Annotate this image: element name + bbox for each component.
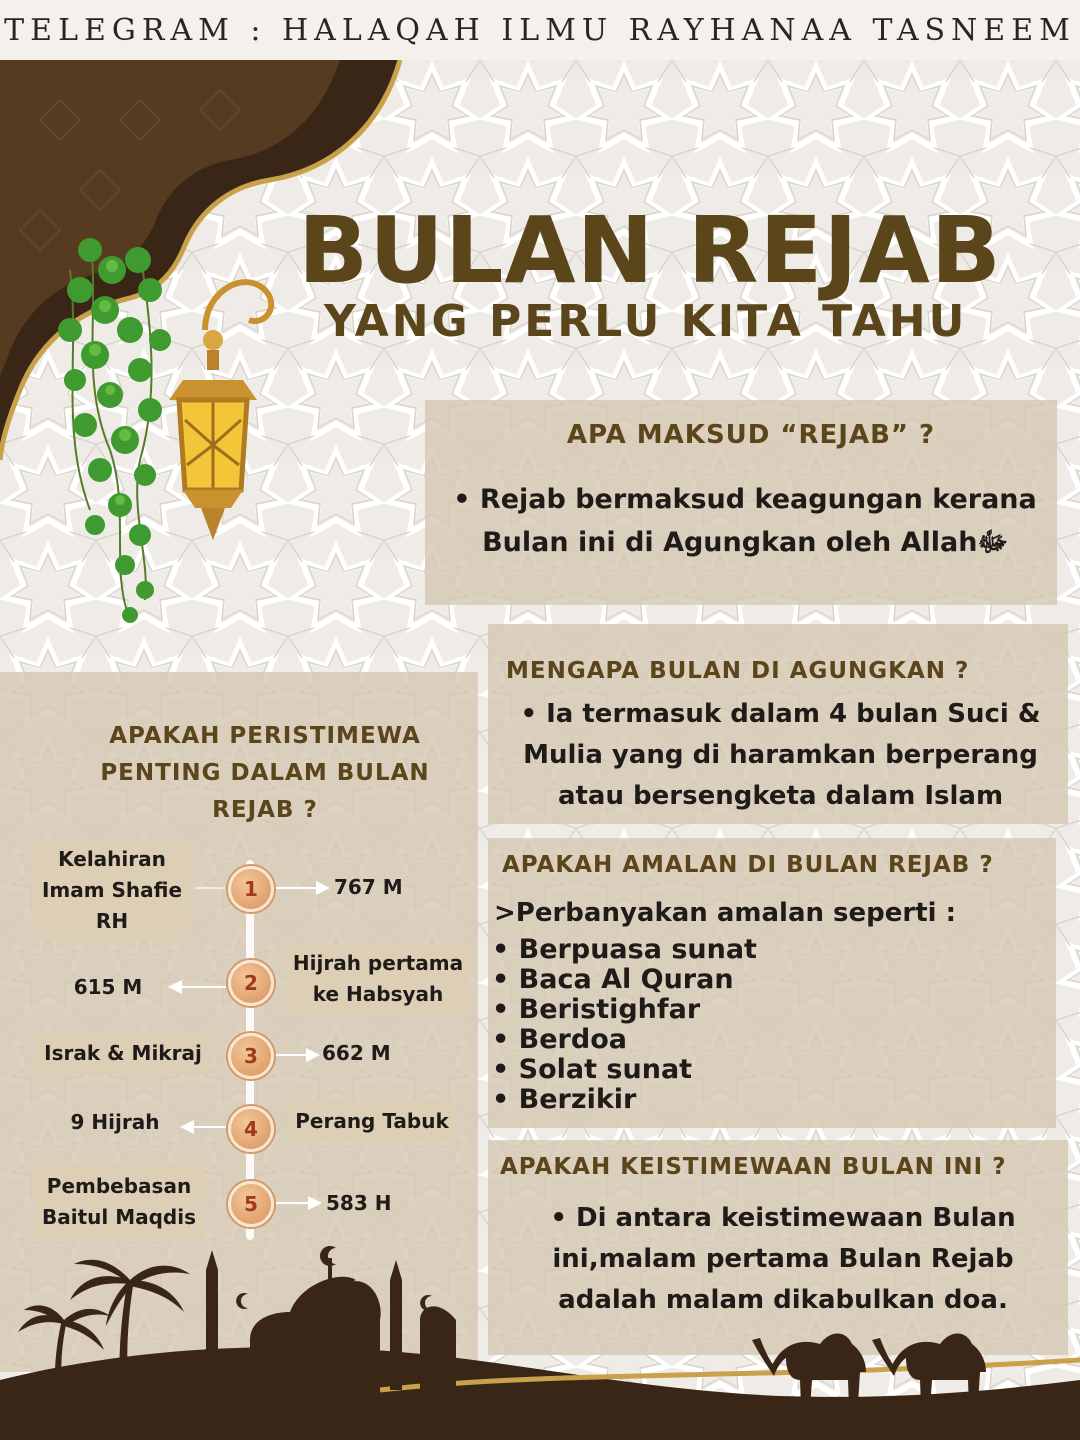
timeline-heading: APAKAH PERISTIMEWA PENTING DALAM BULAN REJAB ? [100,723,430,823]
timeline-node-2: 2 [228,960,274,1006]
list-item: • Baca Al Quran [492,964,734,995]
timeline-event-label: Pembebasan Baitul Maqdis [41,1174,196,1229]
timeline-date-3: 662 M [322,1041,391,1065]
practices-heading: APAKAH AMALAN DI BULAN REJAB ? [502,852,994,878]
why-glorified-heading: MENGAPA BULAN DI AGUNGKAN ? [506,658,970,684]
timeline-event-2 [287,944,469,1014]
timeline-event-label: Hijrah pertama ke Habsyah [292,951,464,1006]
timeline-date-5: 583 H [326,1191,392,1215]
desert-silhouette [0,1240,1080,1440]
arrow-left-icon [170,986,226,988]
specialty-heading: APAKAH KEISTIMEWAAN BULAN INI ? [500,1154,1007,1180]
telegram-header-text: TELEGRAM : HALAQAH ILMU RAYHANAA TASNEEM [4,12,1076,48]
practices-box [488,838,1056,1128]
timeline-event-label: Israk & Mikraj [44,1040,202,1065]
timeline-event-1 [34,840,190,940]
timeline-connector [195,887,225,889]
telegram-header [0,0,1080,60]
list-item: • Berzikir [492,1084,637,1115]
arrow-right-icon [276,1054,318,1056]
why-glorified-box [488,624,1068,824]
why-glorified-text: • Ia termasuk dalam 4 bulan Suci & Mulia yang di haramkan berperang atau bersengketa dalam Islam [520,699,1041,811]
practices-list [492,935,757,1115]
timeline-date-1: 767 M [334,875,403,899]
list-item: • Beristighfar [492,994,701,1025]
specialty-text: • Di antara keistimewaan Bulan ini,malam pertama Bulan Rejab adalah malam dikabulkan doa. [550,1203,1016,1315]
subtitle: YANG PERLU KITA TAHU [324,296,968,347]
meaning-box [425,400,1057,605]
list-item: • Berpuasa sunat [492,934,757,965]
arrow-left-icon [182,1126,226,1128]
timeline-node-5: 5 [228,1181,274,1227]
timeline-node-4: 4 [228,1106,274,1152]
timeline-event-5 [34,1164,204,1240]
timeline-event-4 [287,1100,457,1142]
timeline-node-3: 3 [228,1033,274,1079]
list-item: • Solat sunat [492,1054,693,1085]
timeline-node-1: 1 [228,866,274,912]
timeline-date-4: 9 Hijrah [70,1110,160,1134]
timeline-event-label: Perang Tabuk [295,1108,449,1133]
timeline-date-2: 615 M [73,975,143,999]
main-title: BULAN REJAB [298,197,1002,304]
meaning-heading: APA MAKSUD “REJAB” ? [566,420,936,450]
timeline-event-3 [34,1032,212,1074]
practices-intro: >Perbanyakan amalan seperti : [494,898,957,928]
meaning-text: • Rejab bermaksud keagungan kerana Bulan ini di Agungkan oleh Allahﷻ [453,484,1037,558]
timeline-event-label: Kelahiran Imam Shafie RH [41,846,183,933]
lantern-icon [165,270,290,550]
arrow-right-icon [276,887,328,889]
list-item: • Berdoa [492,1024,627,1055]
arrow-right-icon [276,1202,320,1204]
